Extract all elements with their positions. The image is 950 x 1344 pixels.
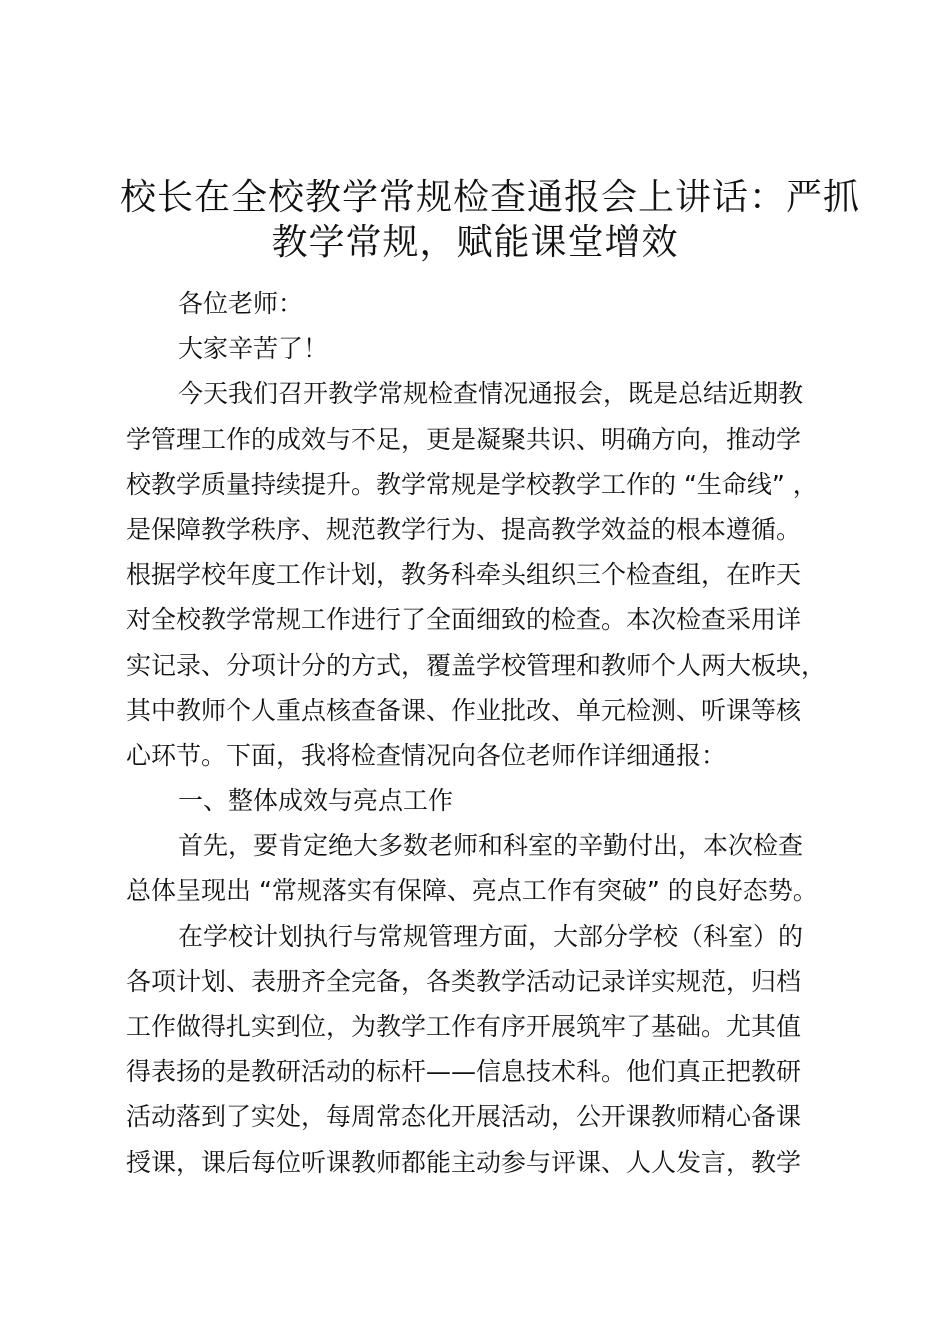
document-body <box>126 281 836 1185</box>
body-line: 在学校计划执行与常规管理方面，大部分学校（科室）的 <box>178 921 804 951</box>
body-line: 实记录、分项计分的方式，覆盖学校管理和教师个人两大板块， <box>126 650 827 680</box>
body-line: 各项计划、表册齐全完备，各类教学活动记录详实规范，归档 <box>126 966 802 996</box>
body-line: 学管理工作的成效与不足，更是凝聚共识、明确方向，推动学 <box>126 424 802 454</box>
title-line: 教学常规，赋能课堂增效 <box>271 222 679 264</box>
body-line: 一、整体成效与亮点工作 <box>178 786 454 816</box>
body-line: 其中教师个人重点核查备课、作业批改、单元检测、听课等核 <box>126 695 802 725</box>
document-title <box>120 172 861 264</box>
body-line: 总体呈现出 “常规落实有保障、亮点工作有突破” 的良好态势。 <box>126 876 818 906</box>
body-line: 授课，课后每位听课教师都能主动参与评课、人人发言，教学 <box>126 1147 802 1177</box>
body-line: 工作做得扎实到位，为教学工作有序开展筑牢了基础。尤其值 <box>126 1012 802 1041</box>
body-line: 得表扬的是教研活动的标杆——信息技术科。他们真正把教研 <box>126 1057 802 1087</box>
body-line: 是保障教学秩序、规范教学行为、提高教学效益的根本遵循。 <box>126 514 802 544</box>
body-line: 首先，要肯定绝大多数老师和科室的辛勤付出，本次检查 <box>178 831 804 861</box>
body-line: 对全校教学常规工作进行了全面细致的检查。本次检查采用详 <box>126 605 802 635</box>
body-line: 各位老师： <box>178 289 304 318</box>
body-line: 今天我们召开教学常规检查情况通报会，既是总结近期教 <box>178 379 804 409</box>
body-line: 活动落到了实处，每周常态化开展活动，公开课教师精心备课 <box>126 1102 802 1132</box>
body-line: 校教学质量持续提升。教学常规是学校教学工作的 “生命线” ， <box>126 469 818 499</box>
body-line: 心环节。下面，我将检查情况向各位老师作详细通报： <box>126 740 727 770</box>
title-line: 校长在全校教学常规检查通报会上讲话：严抓 <box>120 177 861 218</box>
body-line: 根据学校年度工作计划，教务科牵头组织三个检查组，在昨天 <box>126 560 802 590</box>
body-line: 大家辛苦了！ <box>178 334 329 364</box>
